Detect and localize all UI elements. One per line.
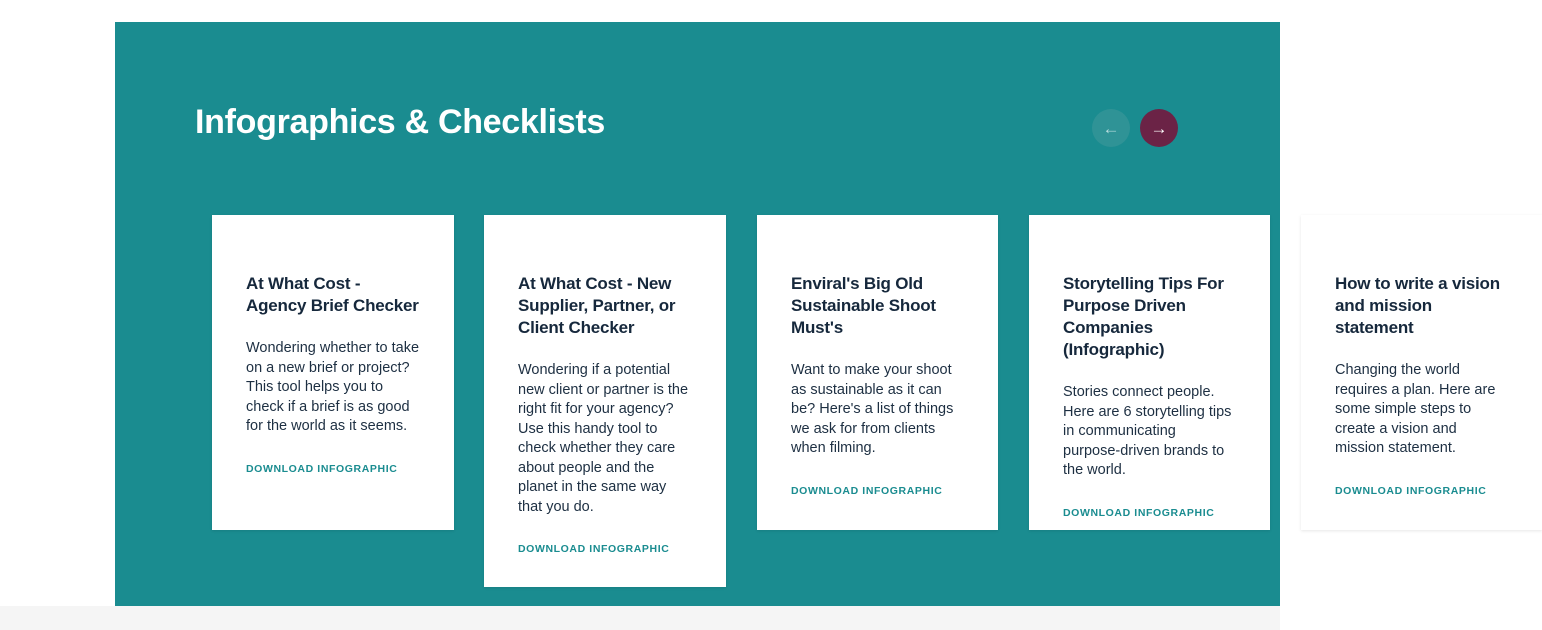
download-infographic-link[interactable]: DOWNLOAD INFOGRAPHIC (518, 543, 670, 555)
resource-card[interactable] (1301, 215, 1542, 530)
panel-header (195, 102, 1195, 162)
next-arrow-button[interactable] (1140, 109, 1178, 147)
card-description: Wondering if a potential new client or partner is the right fit for your agency? Use this handy tool to check whether they care about people and the planet in the same way that you do. (518, 362, 689, 515)
card-description: Stories connect people. Here are 6 storytelling tips in communicating purpose-driven brands to the world. (1063, 384, 1232, 478)
resource-card[interactable] (212, 215, 454, 530)
card-description: Changing the world requires a plan. Here are some simple steps to create a vision and mission statement. (1335, 362, 1496, 456)
resource-card[interactable] (1029, 215, 1270, 530)
card-description: Wondering whether to take on a new brief or project? This tool helps you to check if a brief is as good for the world as it seems. (246, 340, 420, 434)
download-infographic-link[interactable]: DOWNLOAD INFOGRAPHIC (246, 462, 398, 475)
bottom-strip (0, 606, 1280, 630)
arrow-right-icon: → (1150, 118, 1168, 138)
page-title: Infographics & Checklists (195, 103, 606, 141)
card-title: Storytelling Tips For Purpose Driven Companies (Infographic) (1063, 274, 1224, 359)
carousel-navigation (1092, 109, 1178, 147)
card-title: At What Cost - Agency Brief Checker (246, 274, 419, 315)
card-description: Want to make your shoot as sustainable as it can be? Here's a list of things we ask for from clients when filming. (791, 362, 954, 456)
carousel-track (212, 215, 1500, 595)
card-title: Enviral's Big Old Sustainable Shoot Must's (791, 274, 936, 337)
card-title: How to write a vision and mission statement (1335, 274, 1500, 337)
left-margin (0, 0, 115, 606)
download-infographic-link[interactable]: DOWNLOAD INFOGRAPHIC (1335, 484, 1487, 497)
download-infographic-link[interactable]: DOWNLOAD INFOGRAPHIC (791, 484, 943, 497)
card-title: At What Cost - New Supplier, Partner, or Client Checker (518, 274, 676, 337)
arrow-left-icon: ← (1102, 118, 1120, 138)
resource-card[interactable] (484, 215, 726, 587)
download-infographic-link[interactable]: DOWNLOAD INFOGRAPHIC (1063, 506, 1215, 519)
infographics-carousel-panel (115, 22, 1500, 606)
previous-arrow-button[interactable] (1092, 109, 1130, 147)
resource-card[interactable] (757, 215, 998, 530)
